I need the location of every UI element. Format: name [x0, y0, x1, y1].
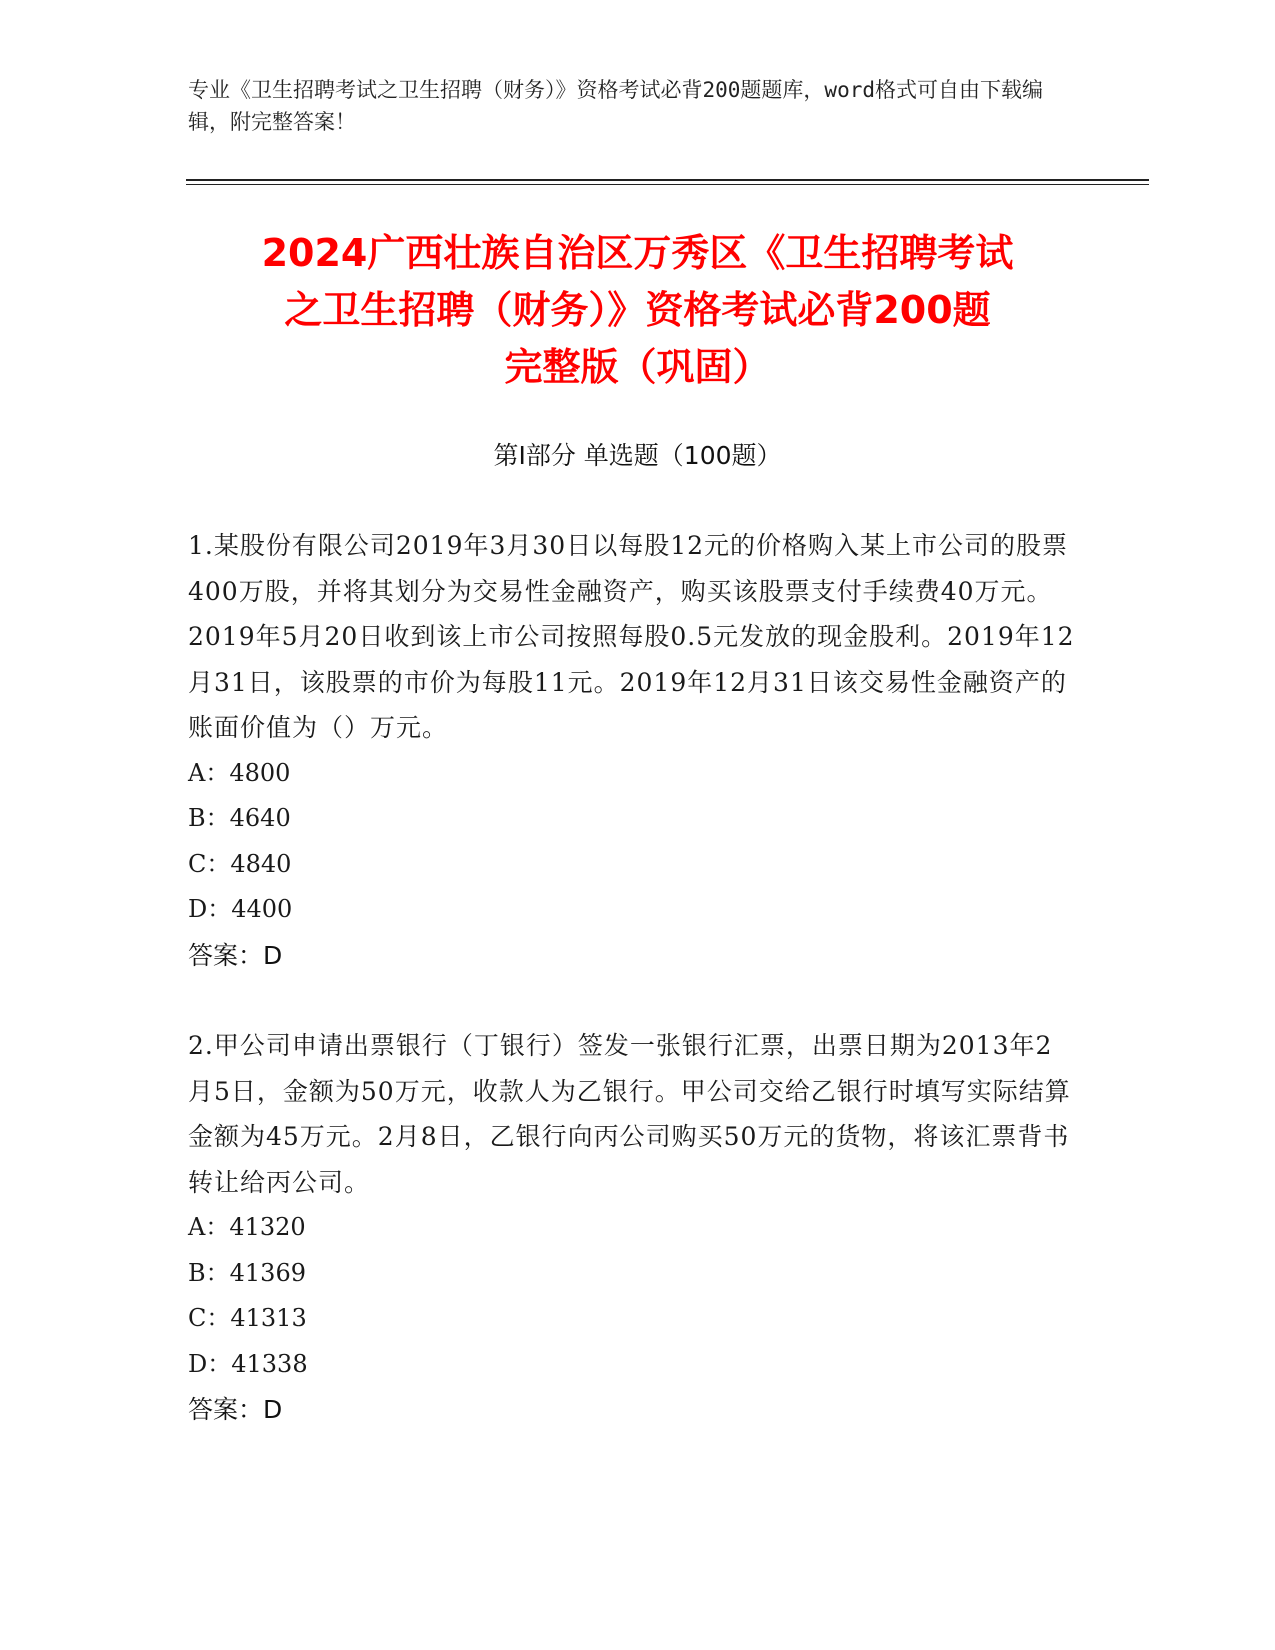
question-stem: 2.甲公司申请出票银行（丁银行）签发一张银行汇票，出票日期为2013年2月5日，金额为50万元，收款人为乙银行。甲公司交给乙银行时填写实际结算金额为45万元。2月8日，乙银行向丙公司购买50万元的货物，将该汇票背书转让给丙公司。 [188, 1031, 1071, 1197]
section-heading: 第Ⅰ部分 单选题（100题） [493, 441, 782, 470]
option-d: D：41338 [188, 1349, 308, 1378]
title-line-1: 2024广西壮族自治区万秀区《卫生招聘考试 [261, 231, 1014, 275]
header-note: 专业《卫生招聘考试之卫生招聘（财务）》资格考试必背200题题库，word格式可自由下载编辑，附完整答案！ [188, 78, 1043, 134]
option-a: A：4800 [188, 758, 291, 787]
option-c: C：41313 [188, 1304, 307, 1332]
option-c: C：4840 [188, 849, 292, 878]
option-d: D：4400 [188, 895, 293, 923]
question-stem: 1.某股份有限公司2019年3月30日以每股12元的价格购入某上市公司的股票400万股，并将其划分为交易性金融资产，购买该股票支付手续费40万元。2019年5月20日收到该上市公司按照每股0.5元发放的现金股利。2019年12月31日，该股票的市价为每股11元。2019年12月31日该交易性金融资产的账面价值为（）万元。 [188, 531, 1075, 742]
option-a: A：41320 [188, 1213, 306, 1241]
title-line-3: 完整版（巩固） [504, 345, 771, 389]
option-b: B：41369 [188, 1258, 306, 1287]
answer: 答案：D [188, 940, 283, 970]
document-title [150, 225, 1125, 396]
header-rule-thick [186, 179, 1149, 181]
question-1 [188, 523, 1078, 978]
question-2 [188, 1023, 1078, 1433]
header-rule-thin [186, 184, 1149, 185]
title-line-2: 之卫生招聘（财务）》资格考试必背200题 [284, 288, 991, 332]
option-b: B：4640 [188, 804, 291, 832]
answer: 答案：D [188, 1395, 283, 1424]
